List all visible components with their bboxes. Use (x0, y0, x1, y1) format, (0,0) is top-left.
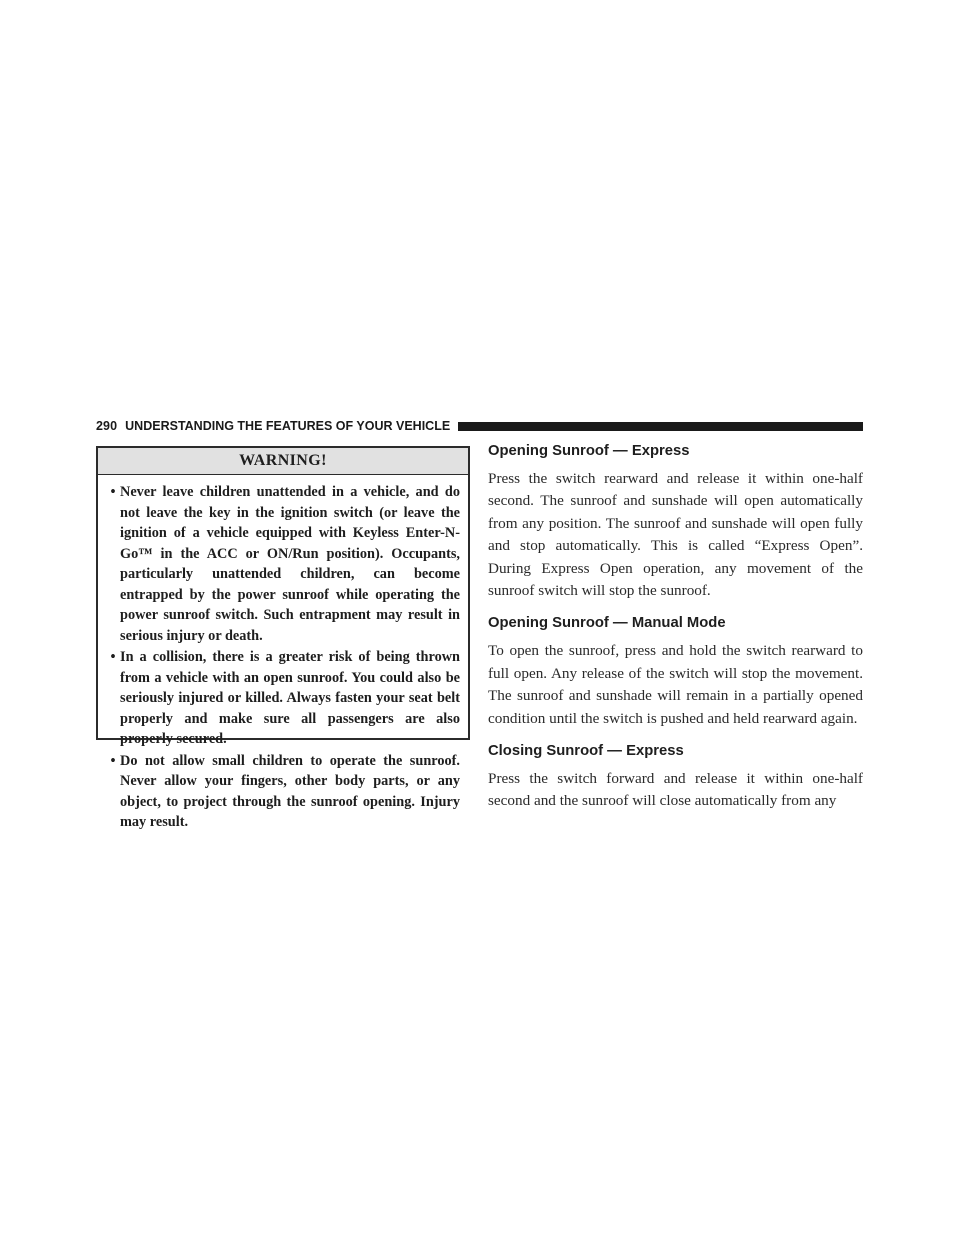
warning-item (106, 647, 460, 750)
section-body: Press the switch forward and release it within one-half second and the sunroof will close automatically from any (488, 770, 863, 810)
warning-item-text: In a collision, there is a greater risk of being thrown from a vehicle with an open sunroof. You could also be seriously injured or killed. Always fasten your seat belt properly and make sure all passengers are also properly secured. (120, 649, 460, 747)
bullet-icon: • (110, 752, 116, 769)
section-heading: Opening Sunroof — Manual Mode (488, 615, 726, 632)
section-express-open (488, 440, 863, 602)
chapter-title: UNDERSTANDING THE FEATURES OF YOUR VEHICLE (125, 419, 451, 433)
section-express-close (488, 740, 863, 813)
warning-item-text: Do not allow small children to operate the sunroof. Never allow your fingers, other body parts, or any object, to project through the sunroof opening. Injury may result. (120, 752, 460, 830)
section-heading: Opening Sunroof — Express (488, 443, 690, 459)
section-heading: Closing Sunroof — Express (488, 743, 684, 760)
header-rule (458, 422, 863, 431)
section-body: To open the sunroof, press and hold the switch rearward to full open. Any release of the switch will stop the movement. The sunroof and sunshade will remain in a partially opened condition until the switch is pushed and held rearward again. (488, 642, 863, 727)
warning-item-text: Never leave children unattended in a vehicle, and do not leave the key in the ignition switch (or leave the ignition of a vehicle equipped with Keyless Enter-N-Go™ in the ACC or ON/Run position). Occupants, particularly unattended children, can become entrapped by the power sunroof while operating the power sunroof switch. Such entrapment may result in serious injury or death. (120, 484, 460, 644)
main-column (488, 440, 863, 813)
section-manual-open (488, 612, 863, 730)
page-header (96, 417, 863, 435)
page-number: 290 (96, 419, 118, 433)
warning-item (106, 482, 460, 646)
bullet-icon: • (110, 649, 116, 665)
warning-list (98, 475, 468, 833)
section-body: Press the switch rearward and release it within one-half second. The sunroof and sunshade will open automatically from any position. The sunroof and sunshade will open fully and stop automatically. This is called “Express Open”. During Express Open operation, any movement of the sunroof switch will stop the sunroof. (488, 470, 863, 600)
warning-box (96, 446, 470, 830)
bullet-icon: • (110, 484, 116, 500)
warning-heading: WARNING! (98, 448, 468, 475)
warning-item (106, 751, 460, 833)
